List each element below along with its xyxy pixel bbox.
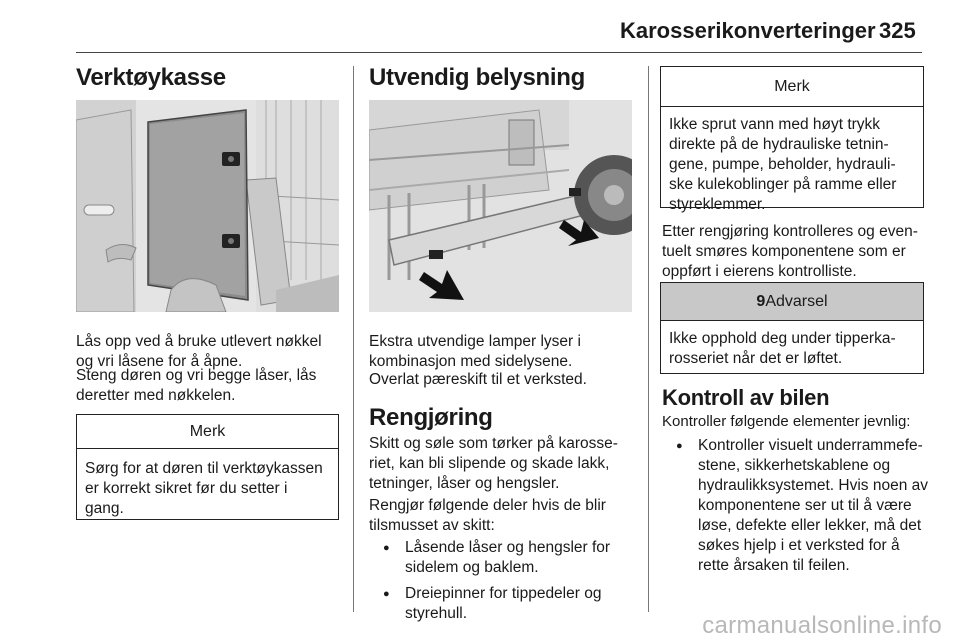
warning-box [660,282,924,374]
column-divider [648,66,649,612]
header-title: Karosserikonverteringer [620,18,876,43]
list-item: ● Dreiepinner for tippedeler og styrehull. [369,584,637,624]
note-text: Sørg for at døren til verktøykassen er korrekt sikret før du setter i gang. [85,460,323,517]
section-heading-toolbox: Verktøykasse [76,64,226,91]
warning-icon: 9 [756,293,766,310]
warning-title: Advarsel [765,293,828,310]
note-text: Ikke sprut vann med høyt trykk direkte på de hydrauliske tetnin-gene, pumpe, beholder, hydrauli-ske kulekoblinger på ramme eller styreklemmer. [669,116,897,213]
section-heading-exterior-lighting: Utvendig belysning [369,64,585,91]
toolbox-illustration [76,100,339,312]
list-item: ● Kontroller visuelt underrammefe-stene, sikkerhetskablene og hydraulikksystemet. Hvis noen av komponentene ser ut til å være løse, defekte eller lekker, må det søkes hjelp i et verksted for å rette årsaken til feilen. [662,436,930,576]
paragraph: Steng døren og vri begge låser, lås deretter med nøkkelen. [76,367,317,404]
paragraph: Ekstra utvendige lamper lyser i kombinasjon med sidelysene. [369,333,581,370]
paragraph: Kontroller følgende elementer jevnlig: [662,413,911,430]
note-box [660,66,924,213]
lighting-drawing [369,100,632,312]
warning-header [661,283,923,321]
paragraph: Etter rengjøring kontrolleres og even-tuelt smøres komponentene som er oppført i eierens kontrolliste. [662,223,918,280]
header-rule [76,52,922,53]
list-item: ● Låsende låser og hengsler for sidelem og baklem. [369,538,637,578]
section-heading-vehicle-check: Kontroll av bilen [662,385,830,410]
section-heading-cleaning: Rengjøring [369,404,493,431]
paragraph: Overlat pæreskift til et verksted. [369,371,587,388]
column-divider [353,66,354,612]
toolbox-drawing [76,100,339,312]
watermark: carmanualsonline.info [702,612,942,639]
bullet-list [662,436,930,582]
note-title: Merk [661,67,923,107]
paragraph: Lås opp ved å bruke utlevert nøkkel og vri låsene for å åpne. [76,333,322,370]
note-box [76,414,339,520]
paragraph: Skitt og søle som tørker på karosse-riet, kan bli slipende og skade lakk, tetninger, låser og hengsler. [369,435,618,492]
note-title: Merk [77,415,338,449]
bullet-list [369,538,637,630]
warning-text: Ikke opphold deg under tipperka-rosseriet når det er løftet. [669,330,896,367]
paragraph: Rengjør følgende deler hvis de blir tilsmusset av skitt: [369,497,606,534]
lighting-illustration [369,100,632,312]
page-number: 325 [879,18,916,43]
